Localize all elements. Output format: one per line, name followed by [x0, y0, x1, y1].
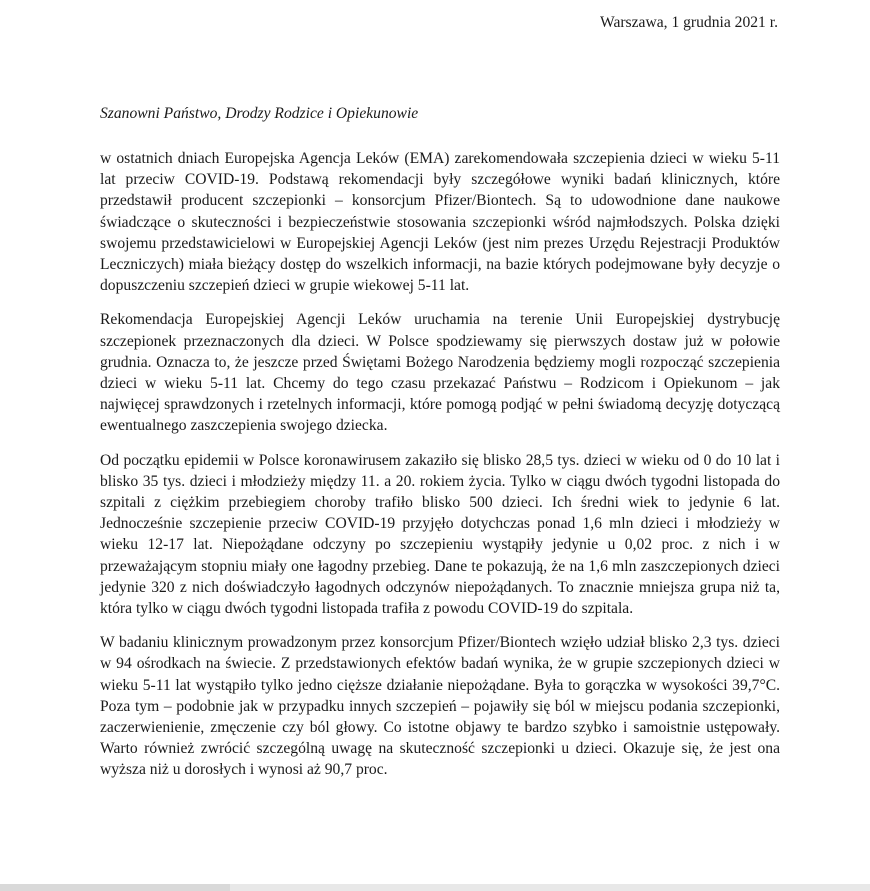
letter-body — [100, 148, 780, 794]
scrollbar-track — [230, 884, 870, 891]
letter-salutation: Szanowni Państwo, Drodzy Rodzice i Opiekunowie — [100, 105, 419, 122]
letter-date: Warszawa, 1 grudnia 2021 r. — [599, 14, 778, 31]
paragraph-distribution: Rekomendacja Europejskiej Agencji Leków uruchamia na terenie Unii Europejskiej dystrybucję szczepionek przeznaczonych dla dzieci. W Polsce spodziewamy się pierwszych dostaw już w połowie grudnia. Oznacza to, że jeszcze przed Świętami Bożego Narodzenia będziemy mogli rozpocząć szczepienia dzieci w wieku 5-11 lat. Chcemy do tego czasu przekazać Państwu – Rodzicom i Opiekunom – jak najwięcej sprawdzonych i rzetelnych informacji, które pomogą podjąć w pełni świadomą decyzję dotyczącą ewentualnego zaszczepienia swojego dziecka. — [100, 311, 780, 435]
paragraph-statistics: Od początku epidemii w Polsce koronawirusem zakaziło się blisko 28,5 tys. dzieci w wieku od 0 do 10 lat i blisko 35 tys. dzieci i młodzieży między 11. a 20. rokiem życia. Tylko w ciągu dwóch tygodni listopada do szpitali z ciężkim przebiegiem choroby trafiło blisko 500 dzieci. Ich średni wiek to jedynie 6 lat. Jednocześnie szczepienie przeciw COVID-19 przyjęło dotychczas ponad 1,6 mln dzieci i młodzieży w wieku 12-17 lat. Niepożądane odczyny po szczepieniu wystąpiły jedynie u 0,02 proc. z nich i w przeważającym stopniu miały one łagodny przebieg. Dane te pokazują, że na 1,6 mln zaszczepionych dzieci jedynie 320 z nich doświadczyło łagodnych odczynów niepożądanych. To znacznie mniejsza grupa niż ta, która tylko w ciągu dwóch tygodni listopada trafiła z powodu COVID-19 do szpitala. — [100, 451, 780, 618]
horizontal-scrollbar[interactable] — [0, 884, 870, 891]
scrollbar-thumb[interactable] — [0, 884, 230, 891]
paragraph-ema-recommendation: w ostatnich dniach Europejska Agencja Leków (EMA) zarekomendowała szczepienia dzieci w wieku 5-11 lat przeciw COVID-19. Podstawą rekomendacji były szczegółowe wyniki badań klinicznych, które przedstawił producent szczepionki – konsorcjum Pfizer/Biontech. Są to udowodnione dane naukowe świadczące o skuteczności i bezpieczeństwie stosowania szczepionki wśród najmłodszych. Polska dzięki swojemu przedstawicielowi w Europejskiej Agencji Leków (jest nim prezes Urzędu Rejestracji Produktów Leczniczych) miała bieżący dostęp do wszelkich informacji, na bazie których podejmowane były decyzje o dopuszczeniu szczepień dzieci w grupie wiekowej 5-11 lat. — [100, 150, 780, 295]
paragraph-clinical-trial: W badaniu klinicznym prowadzonym przez konsorcjum Pfizer/Biontech wzięło udział blisko 2,3 tys. dzieci w 94 ośrodkach na świecie. Z przedstawionych efektów badań wynika, że w grupie szczepionych dzieci w wieku 5-11 lat wystąpiło tylko jedno cięższe działanie niepożądane. Była to gorączka w wysokości 39,7°C. Poza tym – podobnie jak w przypadku innych szczepień – pojawiły się ból w miejscu podania szczepionki, zaczerwienienie, zmęczenie czy ból głowy. Co istotne objawy te bardzo szybko i samoistnie ustępowały. Warto również zwrócić szczególną uwagę na skuteczność szczepionki u dzieci. Okazuje się, że jest ona wyższa niż u dorosłych i wynosi aż 90,7 proc. — [100, 634, 780, 779]
